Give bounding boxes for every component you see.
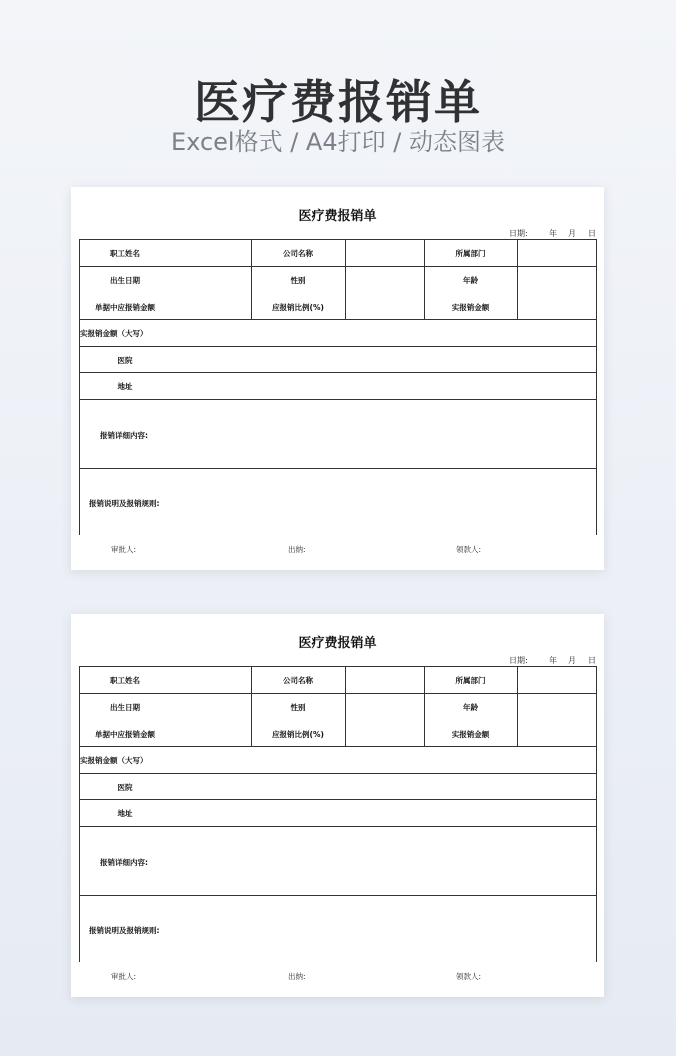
form-card-2 [71,614,604,997]
cashier-label: 出纳: [288,972,306,981]
month-label: 月 [568,656,576,665]
hospital-label: 医院 [117,356,133,365]
age-label: 年龄 [463,703,478,712]
company-name-label: 公司名称 [283,249,313,258]
page-title: 医疗费报销单 [194,75,482,129]
actual-amount-upper-label: 实报销金额（大写） [80,756,148,765]
birth-date-label: 出生日期 [110,703,140,712]
hospital-label: 医院 [117,783,133,792]
details-label: 报销详细内容: [100,431,148,440]
employee-name-label: 职工姓名 [110,249,140,258]
date-label: 日期: [509,229,528,238]
employee-name-label: 职工姓名 [110,676,140,685]
actual-amount-label: 实报销金额 [451,303,490,312]
actual-amount-upper-label: 实报销金额（大写） [80,329,148,338]
approver-label: 审批人: [111,972,137,981]
page-subtitle: Excel格式 / A4打印 / 动态图表 [171,128,505,156]
day-label: 日 [588,229,596,238]
year-label: 年 [549,229,557,238]
receiver-label: 领款人: [456,545,482,554]
gender-label: 性别 [290,703,306,712]
form-card-1 [71,187,604,570]
form-title: 医疗费报销单 [298,636,377,651]
month-label: 月 [568,229,576,238]
department-label: 所属部门 [455,676,486,685]
rules-label: 报销说明及报销规则: [89,499,160,508]
rules-label: 报销说明及报销规则: [89,926,160,935]
receiver-label: 领款人: [456,972,482,981]
address-label: 地址 [117,382,133,391]
approver-label: 审批人: [111,545,137,554]
form-title: 医疗费报销单 [298,209,377,224]
details-label: 报销详细内容: [100,858,148,867]
day-label: 日 [588,656,596,665]
actual-amount-label: 实报销金额 [451,730,490,739]
age-label: 年龄 [463,276,478,285]
gender-label: 性别 [290,276,306,285]
claim-amount-label: 单据中应报销金额 [95,303,155,312]
ratio-label: 应报销比例(%) [272,730,324,739]
department-label: 所属部门 [455,249,486,258]
claim-amount-label: 单据中应报销金额 [95,730,155,739]
cashier-label: 出纳: [288,545,306,554]
date-label: 日期: [509,656,528,665]
year-label: 年 [549,656,557,665]
form-table [79,239,597,535]
address-label: 地址 [117,809,133,818]
company-name-label: 公司名称 [283,676,313,685]
form-table [79,666,597,962]
ratio-label: 应报销比例(%) [272,303,324,312]
birth-date-label: 出生日期 [110,276,140,285]
